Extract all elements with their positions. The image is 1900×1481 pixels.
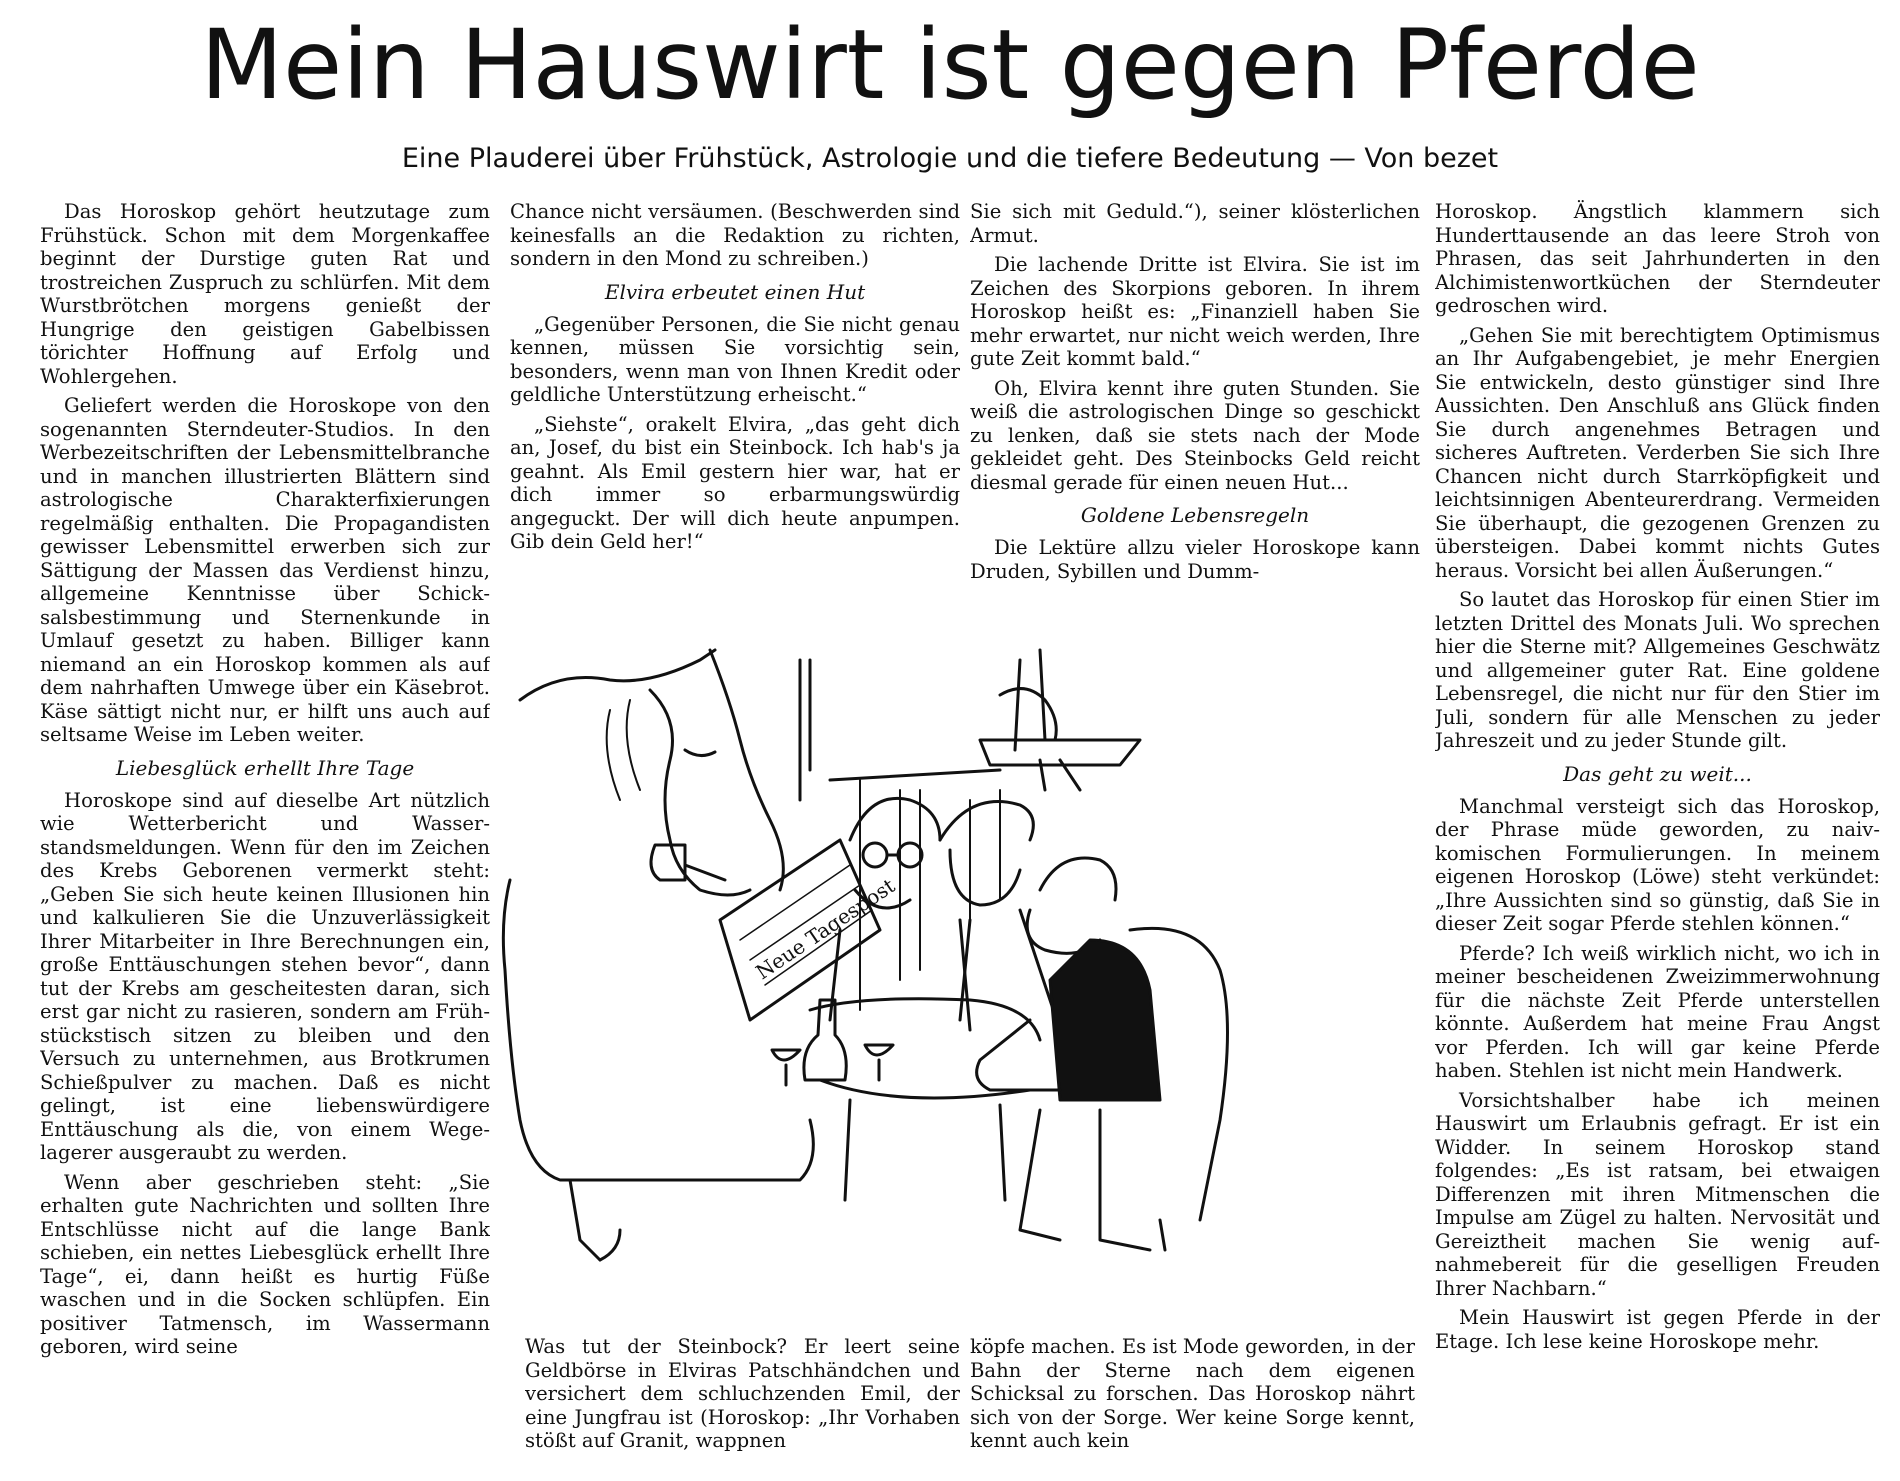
paragraph: Was tut der Steinbock? Er leert seine Geldbörse in Elviras Patschhändchen und versichert dem schluchzenden Emil, der eine Jungfrau ist (Horoskop: „Ihr Vorhaben stößt auf Granit, wappnen (525, 1335, 960, 1452)
paragraph: „Gehen Sie mit berechtigtem Optimismus an Ihr Aufgabengebiet, je mehr Energien Sie entwickeln, desto günstiger sind Ihre Aussichten. Den Anschluß ans Glück finden Sie durch angenehmes Betragen und sicheres Auftreten. Verderben Sie sich Ihre Chancen nicht durch Starrköpfigkeit und leichtsinnigen Abenteurerdrang. Vermeiden Sie überhaupt, die gezogenen Grenzen zu übersteigen. Dabei kommt nichts Gutes heraus. Vorsicht bei allen Äußerungen.“ (1435, 323, 1880, 582)
subheadline: Eine Plauderei über Frühstück, Astrologie und die tiefere Bedeutung — Von bezet (401, 143, 1499, 174)
paragraph: köpfe machen. Es ist Mode geworden, in der Bahn der Sterne nach dem eigenen Schicksal zu forschen. Das Horoskop nährt sich von der Sorge. Wer keine Sorge kennt, kennt auch kein (970, 1335, 1415, 1452)
cartoon-illustration (500, 640, 1430, 1325)
horse-icon (520, 650, 783, 895)
paragraph: Wenn aber geschrieben steht: „Sie erhalten gute Nachrichten und sollten Ihre Entschlüsse nicht auf die lange Bank schieben, ein nettes Liebesglück erhellt Ihre Tage“, ei, dann heißt es hurtig Füße waschen und in die Socken schlüpfen. Ein positiver Tatmensch, im Wassermann geboren, wird seine (40, 1170, 490, 1358)
paragraph: So lautet das Horoskop für einen Stier im letzten Drittel des Monats Juli. Wo sprechen hier die Sterne mit? Allgemeines Geschwätz und allgemeiner guter Rat. Eine goldene Lebensregel, die nicht nur für den Stier im Juli, sondern für alle Menschen zu jeder Jahreszeit und zu jeder Stunde gilt. (1435, 588, 1880, 752)
newspaper-title: Neue Tagespost (751, 873, 900, 985)
paragraph: Vorsichtshalber habe ich meinen Hauswirt um Erlaubnis gefragt. Er ist ein Widder. In seinem Horoskop stand folgendes: „Es ist ratsam, bei etwaigen Differenzen mit ihren Mitmenschen die Impulse am Zügel zu halten. Nervosität und Gereiztheit machen Sie wenig aufnahmebereit für die geselligen Freuden Ihrer Nachbarn.“ (1435, 1088, 1880, 1300)
paragraph: Horoskope sind auf dieselbe Art nützlich wie Wetterbericht und Wasserstandsmeldungen. Wenn für den im Zeichen des Krebs Geborenen vermerkt steht: „Geben Sie sich heute keinen Illusionen hin und kalkulieren Sie die Unzuverlässigkeit Ihrer Mitarbeiter in Ihre Berechnungen ein, große Enttäuschungen stehen bevor“, dann tut der Krebs am gescheitesten daran, sich erst gar nicht zu rasieren, sondern am Frühstückstisch sitzen zu bleiben und den Versuch zu unternehmen, aus Brotkrumen Schießpulver zu machen. Daß es nicht gelingt, ist eine liebenswürdigere Enttäuschung als die, von einem Wegelagerer ausgeraubt zu werden. (40, 788, 490, 1164)
ship-model-icon (980, 650, 1140, 790)
column-3-continued (970, 1335, 1415, 1475)
paragraph: Das Horoskop gehört heutzutage zum Frühstück. Schon mit dem Morgenkaffee beginnt der Durstige guten Rat und trostreichen Zuspruch zu schlürfen. Mit dem Wurstbrötchen morgens genießt der Hungrige den geistigen Gabelbissen törichter Hoffnung auf Erfolg und Wohlergehen. (40, 200, 490, 388)
section-heading: Goldene Lebensregeln (1080, 503, 1310, 527)
paragraph: Manchmal versteigt sich das Horoskop, der Phrase müde geworden, zu naiv-komischen Formulierungen. In meinem eigenen Horoskop (Löwe) steht verkündet: „Ihre Aussichten sind so günstig, daß Sie in dieser Zeit sogar Pferde stehlen können.“ (1435, 794, 1880, 935)
paragraph: Sie sich mit Geduld.“), seiner klösterlichen Armut. (970, 200, 1420, 247)
column-2-continued (525, 1335, 960, 1475)
column-1 (40, 200, 490, 1470)
section-heading: Elvira erbeutet einen Hut (604, 279, 866, 304)
column-4 (1435, 200, 1880, 1470)
paragraph: Oh, Elvira kennt ihre guten Stunden. Sie weiß die astrologischen Dinge so geschickt zu lenken, daß sie stets nach der Mode gekleidet geht. Des Steinbocks Geld reicht diesmal gerade für einen neuen Hut... (970, 376, 1420, 494)
section-heading: Das geht zu weit... (1563, 761, 1752, 786)
paragraph: „Siehste“, orakelt Elvira, „das geht dich an, Josef, du bist ein Steinbock. Ich hab's ja geahnt. Als Emil gestern hier war, hat er dich immer so erbarmungswürdig angeguckt. Der will dich heute anpumpen. Gib dein Geld her!“ (510, 412, 960, 553)
paragraph: „Gegenüber Personen, die Sie nicht genau kennen, müssen Sie vorsichtig sein, besonders, wenn man von Ihnen Kredit oder geldliche Unterstützung erheischt.“ (510, 312, 960, 406)
paragraph: Horoskop. Ängstlich klammern sich Hunderttausende an das leere Stroh von Phrasen, das seit Jahrhunderten in den Alchimistenwortküchen der Sterndeuter gedroschen wird. (1435, 200, 1880, 317)
paragraph: Die Lektüre allzu vieler Horoskope kann Druden, Sybillen und Dumm- (970, 536, 1420, 583)
headline: Mein Hauswirt ist gegen Pferde (200, 9, 1700, 121)
paragraph: Die lachende Dritte ist Elvira. Sie ist im Zeichen des Skorpions geboren. In ihrem Horoskop heißt es: „Finanziell haben Sie mehr erwartet, nur nicht weich werden, Ihre gute Zeit kommt bald.“ (970, 253, 1420, 370)
paragraph: Mein Hauswirt ist gegen Pferde in der Etage. Ich lese keine Horoskope mehr. (1435, 1306, 1880, 1353)
paragraph: Geliefert werden die Horoskope von den sogenannten Sterndeuter-Studios. In den Werbezeitschriften der Lebensmittelbranche und in manchen illustrierten Blättern sind astrologische Charakterfixierungen regelmäßig enthalten. Die Propagandisten gewisser Lebensmittel erwerben sich zur Sättigung der Massen das Verdienst hinzu, allgemeine Kenntnisse über Schicksalsbestimmung und Sternenkunde in Umlauf gesetzt zu haben. Billiger kann niemand an ein Horoskop kommen als auf dem nahrhaften Umwege über ein Käsebrot. Käse sättigt nicht nur, er hilft uns auch auf seltsame Weise im Leben weiter. (40, 394, 490, 746)
section-heading: Liebesglück erhellt Ihre Tage (115, 755, 415, 780)
paragraph: Chance nicht versäumen. (Beschwerden sind keinesfalls an die Redaktion zu richten, sondern in den Mond zu schreiben.) (510, 200, 960, 270)
paragraph: Pferde? Ich weiß wirklich nicht, wo ich in meiner bescheidenen Zweizimmerwohnung für die nächste Zeit Pferde unterstellen könnte. Außerdem hat meine Frau Angst vor Pferden. Ich will gar keine Pferde haben. Stehlen ist nicht mein Handwerk. (1435, 941, 1880, 1082)
